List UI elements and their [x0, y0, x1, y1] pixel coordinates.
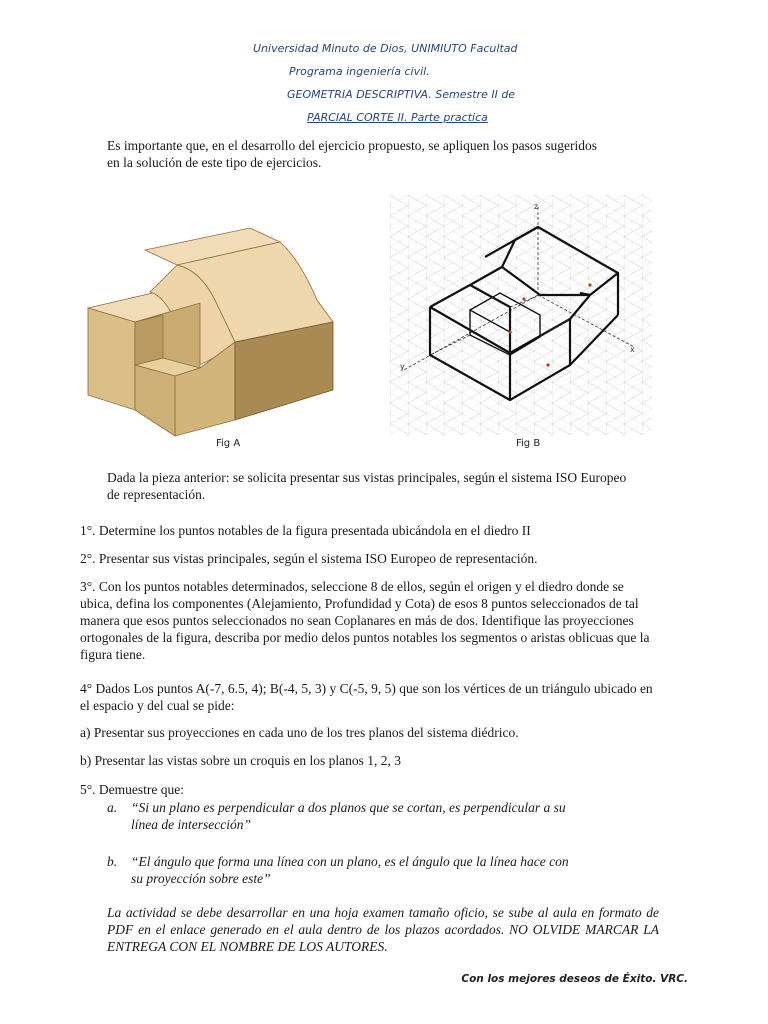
question-5a-marker: a.: [107, 800, 118, 815]
fig-b-label-x: x: [630, 345, 635, 354]
fig-b-caption: Fig B: [516, 438, 541, 449]
fig-b-label-z: z: [534, 202, 539, 211]
fig-b-point-marker: [546, 363, 549, 366]
signature: Con los mejores deseos de Éxito. VRC.: [461, 973, 688, 985]
fig-a-front-face: [88, 308, 135, 410]
question-4b: b) Presentar las vistas sobre un croquis en los planos 1, 2, 3: [80, 753, 401, 768]
statement-paragraph: Dada la pieza anterior: se solicita presentar sus vistas principales, según el sistema ISO Europeo de representación.: [107, 470, 627, 502]
intro-paragraph: Es importante que, en el desarrollo del ejercicio propuesto, se apliquen los pasos sugeridos en la solución de este tipo de ejercicios.: [107, 138, 597, 170]
fig-a-caption: Fig A: [216, 438, 241, 449]
header-university: Universidad Minuto de Dios, UNIMIUTO Facultad: [253, 42, 518, 55]
fig-b-point-marker: [588, 283, 591, 286]
question-5b-line2: su proyección sobre este”: [131, 871, 271, 886]
fig-a-bottom-front: [135, 365, 175, 436]
question-2: 2°. Presentar sus vistas principales, según el sistema ISO Europeo de representación.: [80, 551, 538, 566]
question-5b-marker: b.: [107, 854, 118, 869]
question-4: 4° Dados Los puntos A(-7, 6.5, 4); B(-4, 5, 3) y C(-5, 9, 5) que son los vértices de un triángulo ubicado en el espacio y del cual se pide:: [80, 681, 653, 713]
fig-b-label-y: y: [400, 362, 405, 371]
instructions-paragraph: La actividad se debe desarrollar en una hoja examen tamaño oficio, se sube al aula en formato de PDF en el enlace generado en el aula dentro de los plazos acordados. NO OLVIDE MARCAR LA ENTREGA CON EL NOMBRE DE LOS AUTORES.: [107, 905, 659, 954]
question-5a-line2: línea de intersección”: [131, 817, 251, 832]
figure-a-solid: [85, 200, 345, 440]
question-4a: a) Presentar sus proyecciones en cada uno de los tres planos del sistema diédrico.: [80, 725, 519, 740]
fig-b-point-marker: [508, 330, 511, 333]
header-course: GEOMETRIA DESCRIPTIVA. Semestre II de: [287, 88, 516, 101]
question-5: 5°. Demuestre que:: [80, 782, 184, 797]
question-3: 3°. Con los puntos notables determinados, seleccione 8 de ellos, según el origen y el diedro donde se ubica, defina los componentes (Alejamiento, Profundidad y Cota) de esos 8 puntos seleccionados de tal manera que esos puntos seleccionados no sean Coplanares en más de dos. Identifique las proyecciones ortogonales de la figura, describa por medio delos puntos notables los segmentos o aristas oblicuas que la figura tiene.: [80, 579, 650, 662]
fig-b-point-marker: [522, 297, 525, 300]
question-5b-line1: “El ángulo que forma una línea con un plano, es el ángulo que la línea hace con: [131, 854, 569, 869]
header-exam-title: PARCIAL CORTE II. Parte practica: [307, 111, 488, 124]
header-program: Programa ingeniería civil.: [289, 65, 430, 78]
figure-b-wireframe: [390, 195, 652, 435]
question-5a-line1: “Si un plano es perpendicular a dos planos que se cortan, es perpendicular a su: [131, 800, 566, 815]
question-1: 1°. Determine los puntos notables de la figura presentada ubicándola en el diedro II: [80, 523, 531, 538]
fig-a-notch-inner: [135, 315, 163, 365]
